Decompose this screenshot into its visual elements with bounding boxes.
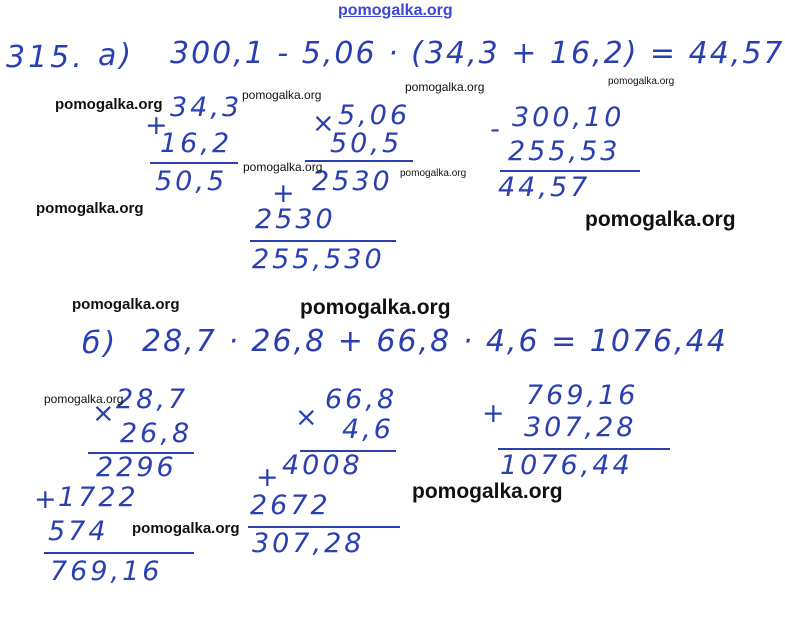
a-mult-operand-2: 50,5 [330, 128, 403, 159]
problem-number: 315. [6, 40, 85, 75]
watermark-top: pomogalka.org [338, 2, 453, 19]
watermark: pomogalka.org [72, 296, 180, 313]
a-add-sign: + [145, 110, 171, 141]
a-add-operand-1: 34,3 [170, 92, 243, 123]
a-sub-sign: - [490, 114, 503, 145]
watermark: pomogalka.org [132, 520, 240, 537]
watermark: pomogalka.org [55, 96, 163, 113]
b-mult1-partial-1: 2296 [96, 452, 177, 483]
a-mult-plus: + [272, 178, 298, 209]
a-mult-operand-1: 5,06 [338, 100, 411, 131]
b-add-operand-2: 307,28 [524, 412, 637, 443]
b-add-operand-1: 769,16 [526, 380, 639, 411]
b-mult2-operand-2: 4,6 [342, 414, 394, 445]
a-mult-result-rule [250, 240, 396, 242]
watermark: pomogalka.org [412, 480, 563, 503]
b-mult2-sign: × [295, 402, 321, 433]
watermark: pomogalka.org [44, 392, 124, 406]
b-mult2-partial-2: 2672 [250, 490, 331, 521]
watermark: pomogalka.org [585, 208, 736, 231]
b-mult2-partial-1: 4008 [282, 450, 363, 481]
b-add-sign: + [482, 398, 508, 429]
a-add-operand-2: 16,2 [160, 128, 233, 159]
b-mult1-sign: × [92, 398, 118, 429]
a-add-rule [150, 162, 238, 164]
watermark: pomogalka.org [300, 296, 451, 319]
watermark: pomogalka.org [608, 76, 675, 87]
watermark: pomogalka.org [242, 88, 322, 102]
part-b-expression: 28,7 · 26,8 + 66,8 · 4,6 = 1076,44 [142, 324, 728, 359]
watermark: pomogalka.org [243, 160, 323, 174]
watermark: pomogalka.org [400, 168, 467, 179]
b-mult1-partial-3: 574 [48, 516, 109, 547]
part-b-label: б) [82, 326, 119, 361]
part-a-label: а) [98, 38, 135, 73]
a-mult-result: 255,530 [252, 244, 385, 275]
a-sub-operand-2: 255,53 [508, 136, 621, 167]
b-mult1-partial-2: 1722 [58, 482, 139, 513]
a-mult-partial-2: 2530 [255, 204, 336, 235]
b-add-result: 1076,44 [500, 450, 633, 481]
b-mult1-plus: + [34, 484, 60, 515]
a-mult-partial-1: 2530 [312, 166, 393, 197]
b-mult2-result: 307,28 [252, 528, 365, 559]
a-add-result: 50,5 [155, 166, 228, 197]
b-mult2-plus: + [256, 462, 282, 493]
b-mult1-result: 769,16 [50, 556, 163, 587]
a-sub-operand-1: 300,10 [512, 102, 625, 133]
b-mult1-result-rule [44, 552, 194, 554]
a-sub-result: 44,57 [498, 172, 591, 203]
part-a-expression: 300,1 - 5,06 · (34,3 + 16,2) = 44,57 [170, 36, 785, 71]
watermark: pomogalka.org [36, 200, 144, 217]
watermark: pomogalka.org [405, 80, 485, 94]
b-mult1-operand-2: 26,8 [120, 418, 193, 449]
b-mult2-operand-1: 66,8 [325, 384, 398, 415]
a-mult-sign: × [312, 108, 338, 139]
b-mult1-operand-1: 28,7 [116, 384, 189, 415]
